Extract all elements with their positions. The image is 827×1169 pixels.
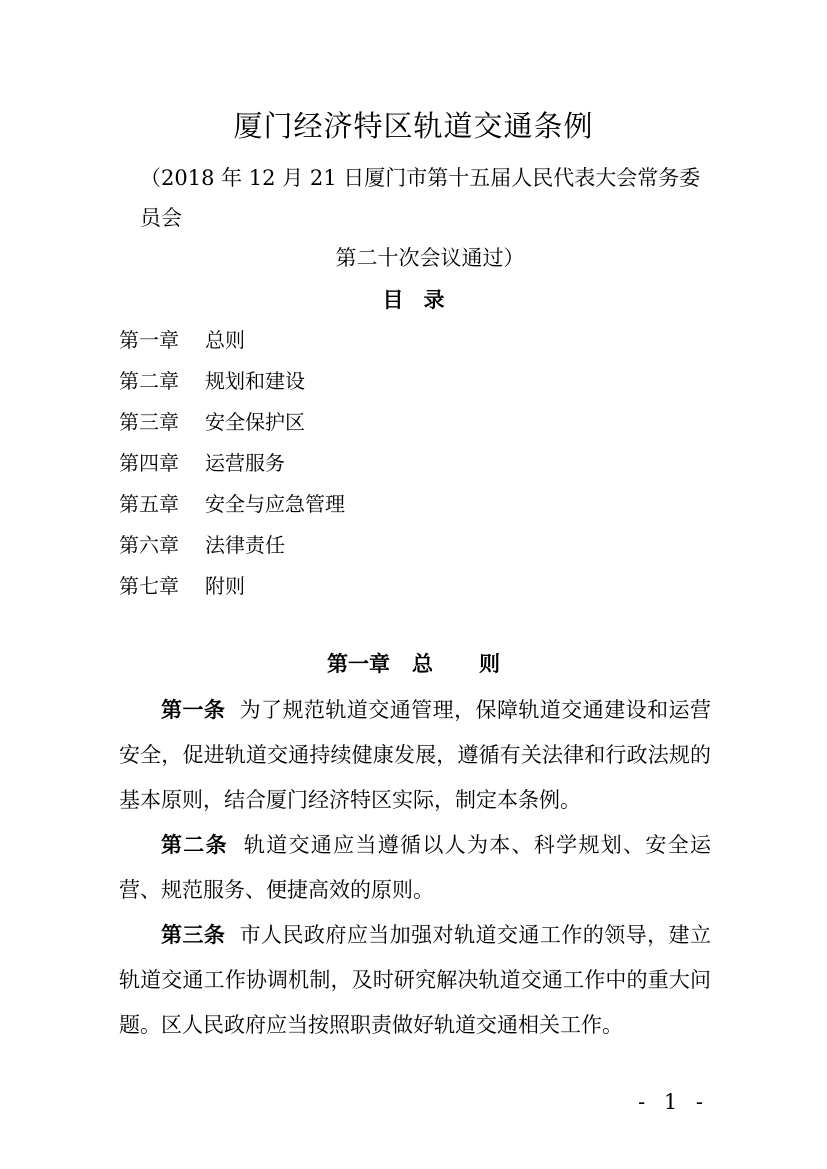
article-paragraph — [119, 688, 711, 823]
article-text: 市人民政府应当加强对轨道交通工作的领导，建立轨道交通工作协调机制，及时研究解决轨道交通工作中的重大问题。区人民政府应当按照职责做好轨道交通相关工作。 — [119, 923, 711, 1037]
toc-heading: 目录 — [382, 288, 465, 312]
toc-item-title: 运营服务 — [205, 451, 285, 475]
toc-item-number: 第四章 — [119, 451, 179, 475]
article-paragraph — [119, 823, 711, 913]
toc-item-title: 安全与应急管理 — [205, 492, 345, 516]
chapter-title-char: 则 — [479, 652, 500, 676]
toc-item — [119, 486, 345, 527]
document-subtitle — [140, 158, 720, 278]
chapter-body — [119, 688, 711, 1048]
article-text: 为了规范轨道交通管理，保障轨道交通建设和运营安全，促进轨道交通持续健康发展，遵循有关法律和行政法规的基本原则，结合厦门经济特区实际，制定本条例。 — [119, 698, 711, 812]
chapter-title-char: 总 — [412, 652, 433, 676]
toc-item — [119, 445, 345, 486]
toc-item-title: 法律责任 — [205, 533, 285, 557]
chapter-number: 第一章 — [327, 652, 390, 676]
toc-item — [119, 527, 345, 568]
toc-item-title: 附则 — [205, 574, 245, 598]
toc-item — [119, 322, 345, 363]
toc-item — [119, 363, 345, 404]
toc-item — [119, 404, 345, 445]
toc-item-title: 总则 — [205, 328, 245, 352]
toc-item-title: 规划和建设 — [205, 369, 305, 393]
toc-item-number: 第一章 — [119, 328, 179, 352]
toc-item — [119, 568, 345, 609]
article-paragraph — [119, 913, 711, 1048]
toc-item-number: 第二章 — [119, 369, 179, 393]
article-label: 第二条 — [161, 833, 228, 857]
toc-item-number: 第三章 — [119, 410, 179, 434]
chapter-heading — [0, 646, 827, 682]
toc-item-title: 安全保护区 — [205, 410, 305, 434]
toc-item-number: 第七章 — [119, 574, 179, 598]
article-label: 第一条 — [161, 698, 226, 722]
article-text: 轨道交通应当遵循以人为本、科学规划、安全运营、规范服务、便捷高效的原则。 — [119, 833, 712, 902]
document-title: 厦门经济特区轨道交通条例 — [233, 109, 594, 143]
article-label: 第三条 — [161, 923, 226, 947]
toc-item-number: 第六章 — [119, 533, 179, 557]
toc-item-number: 第五章 — [119, 492, 179, 516]
page-number: - 1 - — [638, 1090, 709, 1114]
subtitle-line-1: （2018 年 12 月 21 日厦门市第十五届人民代表大会常务委员会 — [140, 166, 701, 230]
subtitle-line-2: 第二十次会议通过） — [335, 246, 525, 270]
table-of-contents — [119, 322, 345, 609]
